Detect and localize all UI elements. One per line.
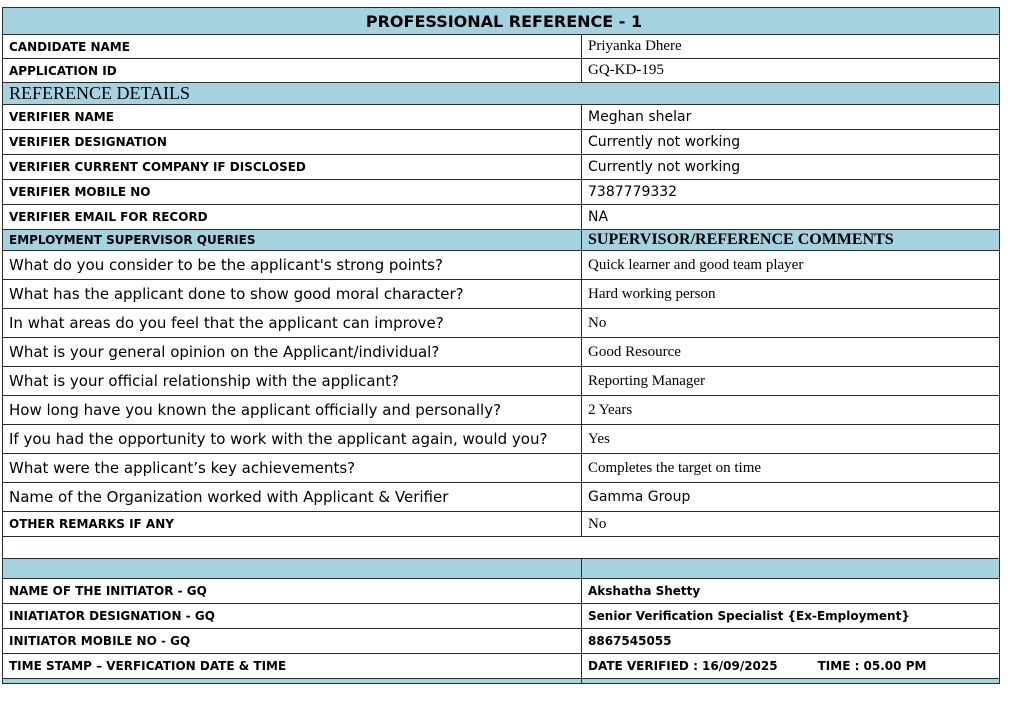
initiator-row [3,579,1000,604]
query-question: Name of the Organization worked with Applicant & Verifier [3,483,582,512]
verifier-row [3,130,1000,155]
verifier-row [3,155,1000,180]
timestamp-value [582,654,1000,679]
initiator-mobile-value: 8867545055 [582,629,1000,654]
initiator-designation-value: Senior Verification Specialist {Ex-Employment} [582,604,1000,629]
query-question: What has the applicant done to show good moral character? [3,280,582,309]
query-answer: 2 Years [582,396,1000,425]
bottom-band-left [3,679,582,684]
verifier-mobile-value: 7387779332 [582,180,1000,205]
initiator-mobile-label: INITIATOR MOBILE NO - GQ [3,629,582,654]
page-title: PROFESSIONAL REFERENCE - 1 [3,8,1000,35]
query-answer: Good Resource [582,338,1000,367]
timestamp-row [3,654,1000,679]
query-answer: Reporting Manager [582,367,1000,396]
band-cell-right [582,559,1000,579]
candidate-name-label: CANDIDATE NAME [3,35,582,59]
query-row [3,251,1000,280]
query-question: What is your official relationship with the applicant? [3,367,582,396]
band-cell-left [3,559,582,579]
query-question: How long have you known the applicant officially and personally? [3,396,582,425]
initiator-band-row [3,559,1000,579]
verifier-name-label: VERIFIER NAME [3,105,582,130]
bottom-band-right [582,679,1000,684]
query-answer: No [582,309,1000,338]
query-question: If you had the opportunity to work with the applicant again, would you? [3,425,582,454]
other-remarks-value: No [582,512,1000,537]
bottom-band-row [3,679,1000,684]
query-row [3,425,1000,454]
query-answer: Quick learner and good team player [582,251,1000,280]
other-remarks-row [3,512,1000,537]
query-row [3,483,1000,512]
candidate-name-value: Priyanka Dhere [582,35,1000,59]
initiator-row [3,604,1000,629]
query-question: In what areas do you feel that the applicant can improve? [3,309,582,338]
query-row [3,280,1000,309]
timestamp-label: TIME STAMP – VERFICATION DATE & TIME [3,654,582,679]
query-question: What is your general opinion on the Applicant/individual? [3,338,582,367]
query-row [3,309,1000,338]
verifier-row [3,205,1000,230]
reference-section-row [3,83,1000,105]
application-id-label: APPLICATION ID [3,59,582,83]
queries-header-left: EMPLOYMENT SUPERVISOR QUERIES [3,230,582,251]
query-answer: Gamma Group [582,483,1000,512]
query-row [3,367,1000,396]
verifier-mobile-label: VERIFIER MOBILE NO [3,180,582,205]
query-question: What do you consider to be the applicant's strong points? [3,251,582,280]
verifier-name-value: Meghan shelar [582,105,1000,130]
verified-time: TIME : 05.00 PM [817,659,927,673]
spacer-cell [3,537,1000,559]
initiator-designation-label: INIATIATOR DESIGNATION - GQ [3,604,582,629]
query-row [3,454,1000,483]
verifier-email-value: NA [582,205,1000,230]
initiator-name-label: NAME OF THE INITIATOR - GQ [3,579,582,604]
query-answer: Completes the target on time [582,454,1000,483]
queries-header-right: SUPERVISOR/REFERENCE COMMENTS [582,230,1000,251]
initiator-row [3,629,1000,654]
reference-form-table [2,7,1000,684]
verifier-row [3,180,1000,205]
application-id-value: GQ-KD-195 [582,59,1000,83]
query-answer: Hard working person [582,280,1000,309]
query-row [3,396,1000,425]
verifier-designation-value: Currently not working [582,130,1000,155]
query-question: What were the applicant’s key achievements? [3,454,582,483]
application-id-row [3,59,1000,83]
other-remarks-label: OTHER REMARKS IF ANY [3,512,582,537]
title-row [3,8,1000,35]
candidate-name-row [3,35,1000,59]
initiator-name-value: Akshatha Shetty [582,579,1000,604]
verifier-company-value: Currently not working [582,155,1000,180]
verified-date: DATE VERIFIED : 16/09/2025 [588,659,778,673]
queries-header-row [3,230,1000,251]
verifier-row [3,105,1000,130]
spacer-row [3,537,1000,559]
query-answer: Yes [582,425,1000,454]
verifier-designation-label: VERIFIER DESIGNATION [3,130,582,155]
reference-section-title: REFERENCE DETAILS [3,83,1000,105]
query-row [3,338,1000,367]
verifier-email-label: VERIFIER EMAIL FOR RECORD [3,205,582,230]
verifier-company-label: VERIFIER CURRENT COMPANY IF DISCLOSED [3,155,582,180]
